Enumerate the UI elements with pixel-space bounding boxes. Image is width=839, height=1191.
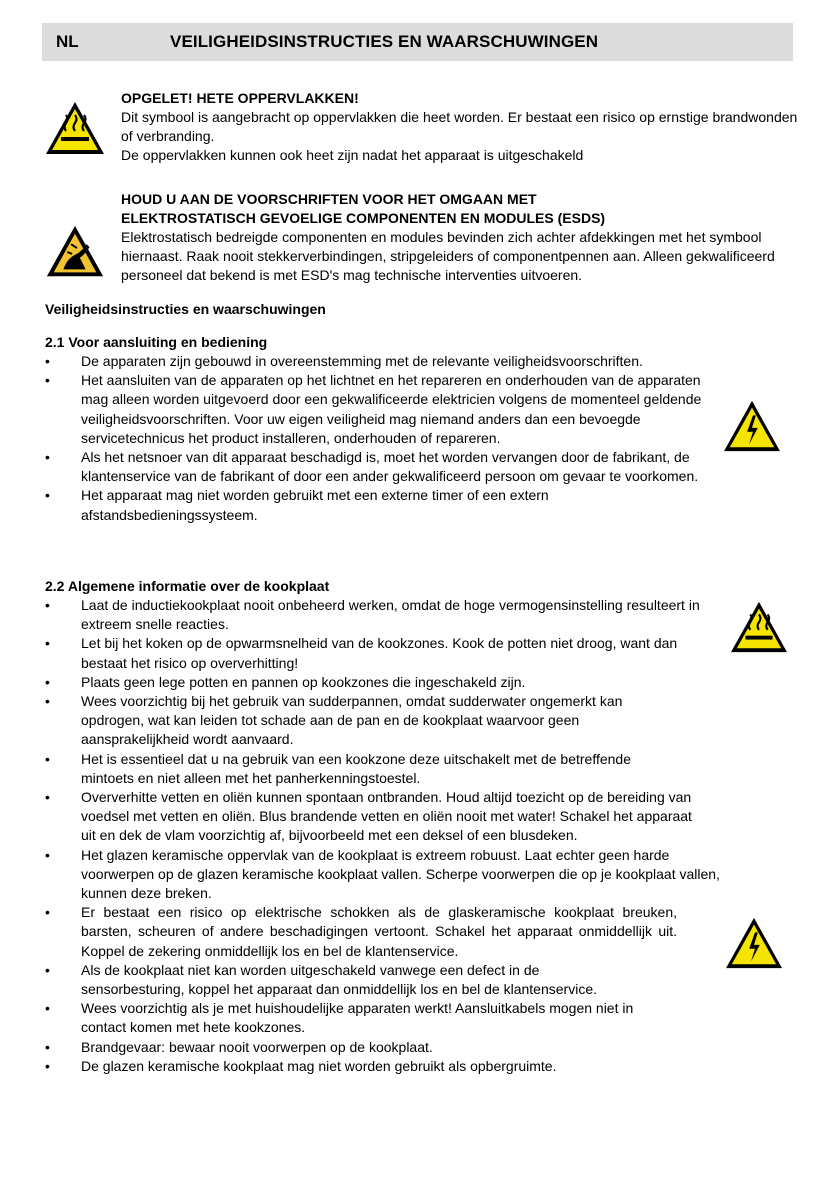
list-item: • De glazen keramische kookplaat mag niet worden gebruikt als opbergruimte. bbox=[45, 1057, 721, 1076]
list-item: • Wees voorzichtig als je met huishoudelijke apparaten werkt! Aansluitkabels mogen niet in contact komen met hete kookzones. bbox=[45, 999, 681, 1037]
esd-heading-line-2: ELEKTROSTATISCH GEVOELIGE COMPONENTEN EN MODULES (ESDS) bbox=[121, 210, 606, 226]
list-item: • Er bestaat een risico op elektrische schokken als de glaskeramische kookplaat breuken, barsten, scheuren of andere beschadigingen vertoont. Schakel het apparaat onmiddellijk uit. Koppel de zekering onmiddellijk los en bel de klantenservice. bbox=[45, 903, 677, 961]
electric-shock-warning-icon bbox=[721, 398, 783, 454]
list-item: • Het glazen keramische oppervlak van de kookplaat is extreem robuust. Laat echter geen harde voorwerpen op de glazen keramische kookplaat vallen. Scherpe voorwerpen die op je kookplaat vallen, kunnen deze breken. bbox=[45, 846, 725, 904]
hot-surfaces-heading: OPGELET! HETE OPPERVLAKKEN! bbox=[121, 90, 359, 106]
page-title: VEILIGHEIDSINSTRUCTIES EN WAARSCHUWINGEN bbox=[170, 32, 599, 51]
list-item: • Brandgevaar: bewaar nooit voorwerpen op de kookplaat. bbox=[45, 1038, 721, 1057]
list-item: • Als de kookplaat niet kan worden uitgeschakeld vanwege een defect in de sensorbesturing, koppel het apparaat dan onmiddellijk los en bel de klantenservice. bbox=[45, 961, 641, 999]
list-item: • Laat de inductiekookplaat nooit onbeheerd werken, omdat de hoge vermogensinstelling resulteert in extreem snelle reacties. bbox=[45, 596, 711, 634]
section-2-2-list bbox=[45, 596, 725, 1076]
esd-heading-line-1: HOUD U AAN DE VOORSCHRIFTEN VOOR HET OMGAAN MET bbox=[121, 191, 537, 207]
hot-surfaces-text-1: Dit symbool is aangebracht op oppervlakken die heet worden. Er bestaat een risico op ernstige brandwonden of verbranding. bbox=[121, 109, 798, 144]
hot-surface-warning-icon-2 bbox=[728, 599, 790, 655]
hot-surface-warning-icon bbox=[43, 98, 107, 158]
esd-warning bbox=[121, 190, 811, 285]
main-section-title: Veiligheidsinstructies en waarschuwingen bbox=[45, 301, 326, 317]
hot-surfaces-warning bbox=[121, 89, 811, 165]
list-item: • Het aansluiten van de apparaten op het lichtnet en het repareren en onderhouden van de apparaten mag alleen worden uitgevoerd door een gekwalificeerde elektricien volgens de momenteel geldende veiligheidsvoorschriften. Voor uw eigen veiligheid mag niemand anders dan een bevoegde servicetechnicus het product installeren, onderhouden of repareren. bbox=[45, 371, 711, 448]
list-item: • Wees voorzichtig bij het gebruik van sudderpannen, omdat sudderwater ongemerkt kan opdrogen, wat kan leiden tot schade aan de pan en de kookplaat waarvoor geen aansprakelijkheid wordt aanvaard. bbox=[45, 692, 661, 750]
hot-surfaces-text-2: De oppervlakken kunnen ook heet zijn nadat het apparaat is uitgeschakeld bbox=[121, 147, 584, 163]
language-code: NL bbox=[56, 32, 79, 51]
section-2-2-title: 2.2 Algemene informatie over de kookplaat bbox=[45, 578, 330, 594]
list-item: • De apparaten zijn gebouwd in overeenstemming met de relevante veiligheidsvoorschriften. bbox=[45, 352, 801, 371]
list-item: • Plaats geen lege potten en pannen op kookzones die ingeschakeld zijn. bbox=[45, 673, 711, 692]
page-header bbox=[42, 23, 793, 61]
list-item: • Oververhitte vetten en oliën kunnen spontaan ontbranden. Houd altijd toezicht op de bereiding van voedsel met vetten en oliën. Blus brandende vetten en oliën nooit met water! Schakel het apparaat uit en dek de vlam voorzichtig af, bijvoorbeeld met een deksel of een blusdeken. bbox=[45, 788, 701, 846]
list-item: • Het apparaat mag niet worden gebruikt met een externe timer of een extern afstandsbedieningssysteem. bbox=[45, 486, 641, 524]
electric-shock-warning-icon-2 bbox=[723, 915, 785, 971]
section-2-1-list bbox=[45, 352, 735, 525]
esd-text: Elektrostatisch bedreigde componenten en modules bevinden zich achter afdekkingen met het symbool hiernaast. Raak nooit stekkerverbindingen, stripgeleiders of componentpennen aan. Alleen gekwalificeerd personeel dat bekend is met ESD's mag technische interventies uitvoeren. bbox=[121, 229, 775, 283]
esd-warning-icon bbox=[44, 222, 106, 280]
list-item: • Het is essentieel dat u na gebruik van een kookzone deze uitschakelt met de betreffende mintoets en niet alleen met het panherkenningstoestel. bbox=[45, 750, 681, 788]
list-item: • Let bij het koken op de opwarmsnelheid van de kookzones. Kook de potten niet droog, want dan bestaat het risico op oververhitting! bbox=[45, 634, 711, 672]
list-item: • Als het netsnoer van dit apparaat beschadigd is, moet het worden vervangen door de fabrikant, de klantenservice van de fabrikant of door een ander gekwalificeerd persoon om gevaar te voorkomen. bbox=[45, 448, 711, 486]
section-2-1-title: 2.1 Voor aansluiting en bediening bbox=[45, 334, 268, 350]
